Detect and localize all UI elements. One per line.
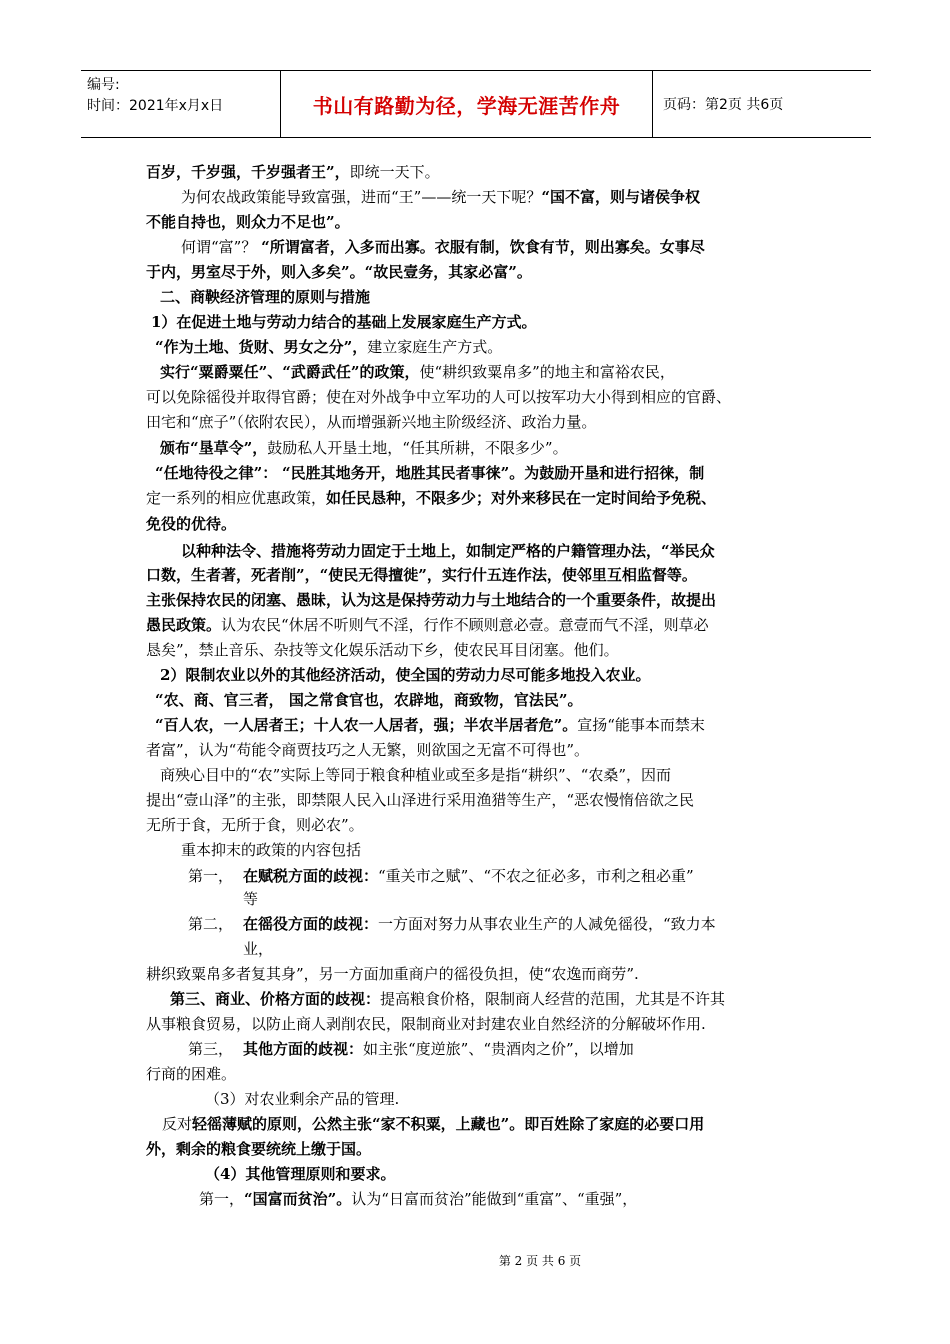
header-motto: 书山有路勤为径，学海无涯苦作舟 bbox=[312, 93, 621, 118]
header-page-cell bbox=[653, 71, 871, 137]
text-line: 在赋税方面的歧视：“重关市之赋”、“不农之征必多，市利之租必重” bbox=[243, 867, 694, 885]
text-line: “百人农，一人居者王；十人农一人居者，强；半农半居者危”。宣扬“能事本而禁末 bbox=[155, 716, 705, 734]
text-line: 重本抑末的政策的内容包括 bbox=[181, 841, 362, 859]
text-line: 不能自持也，则众力不足也”。 bbox=[146, 213, 350, 231]
text-line: “作为土地、货财、男女之分”，建立家庭生产方式。 bbox=[155, 338, 503, 356]
text-line: 反对轻徭薄赋的原则，公然主张“家不积粟，上藏也”。即百姓除了家庭的必要口用 bbox=[162, 1115, 705, 1133]
page-footer: 第 2 页 共 6 页 bbox=[498, 1254, 582, 1268]
text-line: 以种种法令、措施将劳动力固定于土地上，如制定严格的户籍管理办法，“举民众 bbox=[181, 542, 715, 560]
list-item-label: 第二， bbox=[188, 915, 234, 933]
text-line: 在徭役方面的歧视：一方面对努力从事农业生产的人减免徭役，“致力本 bbox=[243, 915, 716, 933]
text-line: 从事粮食贸易，以防止商人剥削农民，限制商业对封建农业自然经济的分解破坏作用. bbox=[146, 1015, 706, 1033]
text-line: 百岁，千岁强，千岁强者王”，即统一天下。 bbox=[146, 163, 440, 181]
text-line: 可以免除徭役并取得官爵；使在对外战争中立军功的人可以按军功大小得到相应的官爵、 bbox=[146, 388, 732, 406]
text-line: 田宅和“庶子”（依附农民），从而增强新兴地主阶级经济、政治力量。 bbox=[146, 413, 597, 431]
text-line: “农、商、官三者， 国之常食官也，农辟地，商致物，官法民”。 bbox=[155, 691, 583, 709]
text-line: 主张保持农民的闭塞、愚昧，认为这是保持劳动力与土地结合的一个重要条件，故提出 bbox=[146, 591, 717, 609]
text-line: 提出“壹山泽”的主张，即禁限人民入山泽进行采用渔猎等生产，“恶农慢惰倍欲之民 bbox=[146, 791, 695, 809]
text-line: 行商的困难。 bbox=[146, 1065, 237, 1083]
text-line: 免役的优待。 bbox=[146, 515, 237, 533]
text-line: 于内，男室尽于外，则入多矣”。“故民壹务，其家必富”。 bbox=[146, 263, 532, 281]
text-line: 何谓“富”？ “所谓富者，入多而出寡。衣服有制，饮食有节，则出寡矣。女事尽 bbox=[181, 238, 705, 256]
header-meta bbox=[81, 71, 281, 137]
header-page-number: 页码：第2页 共6页 bbox=[663, 97, 784, 113]
text-line: 外，剩余的粮食要统统上缴于国。 bbox=[146, 1140, 372, 1158]
text-line: “任地待役之律”： “民胜其地务开，地胜其民者事徕”。为鼓励开垦和进行招徕，制 bbox=[155, 464, 705, 482]
document-number-label: 编号: bbox=[87, 77, 120, 93]
text-line: 愚民政策。认为农民“休居不听则气不淫，行作不顾则意必壹。意壹而气不淫，则草必 bbox=[146, 616, 709, 634]
section-heading: 二、商鞅经济管理的原则与措施 bbox=[160, 288, 371, 306]
text-line: 商殃心目中的“农”实际上等同于粮食种植业或至多是指“耕织”、“农桑”，因而 bbox=[160, 766, 672, 784]
text-line: 耕织致粟帛多者复其身”，另一方面加重商户的徭役负担，使“农逸而商劳”. bbox=[146, 965, 639, 983]
text-line: 其他方面的歧视：如主张“度逆旅”、“贵酒肉之价”，以增加 bbox=[243, 1040, 634, 1058]
text-line: 颁布“垦草令”，鼓励私人开垦土地，“任其所耕，不限多少”。 bbox=[160, 439, 568, 457]
subsection-heading: （4）其他管理原则和要求。 bbox=[205, 1165, 396, 1183]
document-date-label: 时间：2021年x月x日 bbox=[87, 98, 224, 114]
header-motto-cell bbox=[281, 71, 653, 137]
subsection-heading: （3）对农业剩余产品的管理. bbox=[205, 1090, 400, 1108]
text-line: 定一系列的相应优惠政策，如任民恳种，不限多少；对外来移民在一定时间给予免税、 bbox=[146, 489, 717, 507]
text-line: 恳矣”，禁止音乐、杂技等文化娱乐活动下乡，使农民耳目闭塞。他们。 bbox=[146, 641, 619, 659]
text-line: 实行“粟爵粟任”、“武爵武任”的政策，使“耕织致粟帛多”的地主和富裕农民， bbox=[160, 363, 675, 381]
text-line: 业， bbox=[243, 940, 274, 958]
text-line: 等 bbox=[243, 890, 259, 908]
text-line: 第三、商业、价格方面的歧视：提高粮食价格，限制商人经营的范围，尤其是不许其 bbox=[170, 990, 726, 1008]
page-header bbox=[81, 70, 871, 138]
list-item-label: 第一， bbox=[188, 867, 234, 885]
subsection-heading: 1）在促进土地与劳动力结合的基础上发展家庭生产方式。 bbox=[151, 313, 537, 331]
text-line: 者富”，认为“苟能令商贾技巧之人无繁，则欲国之无富不可得也”。 bbox=[146, 741, 590, 759]
subsection-heading: 2）限制农业以外的其他经济活动，使全国的劳动力尽可能多地投入农业。 bbox=[160, 666, 651, 684]
text-line: 第一，“国富而贫治”。认为“日富而贫治”能做到“重富”、“重强”， bbox=[199, 1190, 638, 1208]
text-line: 口数，生者著，死者削”，“使民无得擅徙”，实行什五连作法，使邻里互相监督等。 bbox=[146, 566, 697, 584]
list-item-label: 第三， bbox=[188, 1040, 234, 1058]
text-line: 无所于食，无所于食，则必农”。 bbox=[146, 816, 364, 834]
text-line: 为何农战政策能导致富强，进而“王”——统一天下呢？“国不富，则与诸侯争权 bbox=[181, 188, 700, 206]
